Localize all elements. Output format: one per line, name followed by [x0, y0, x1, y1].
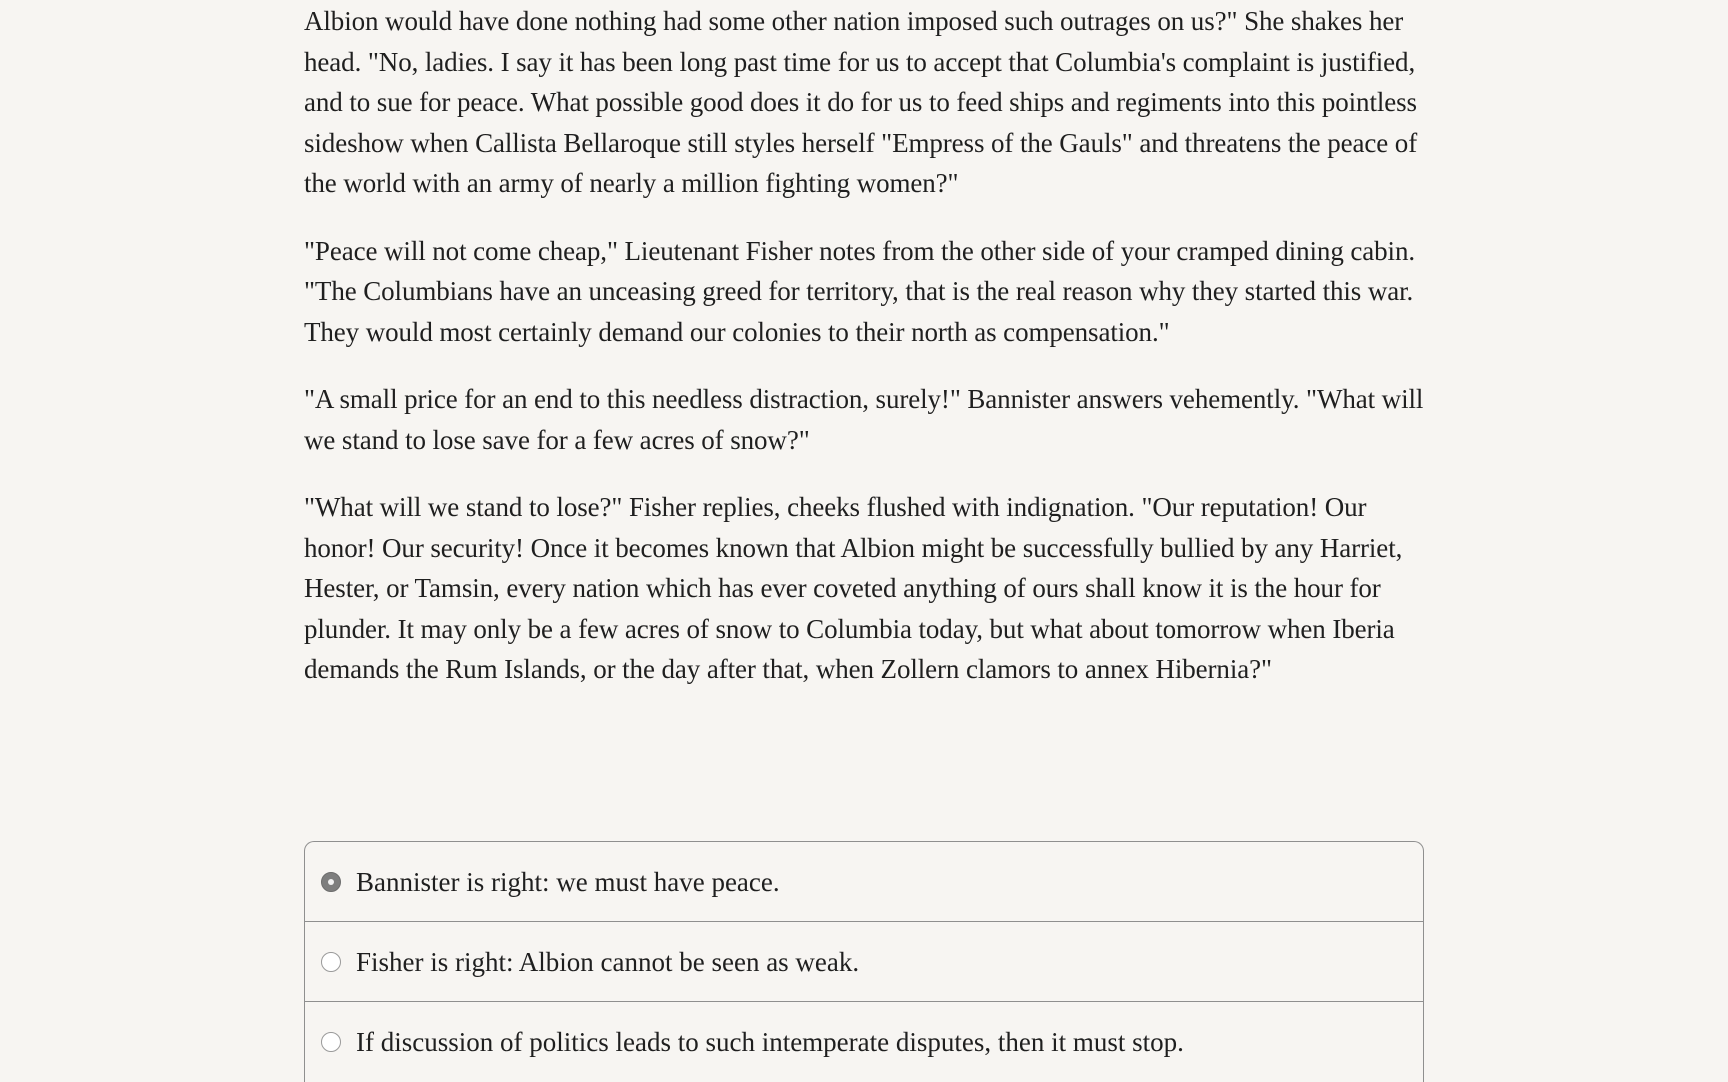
choice-option-fisher[interactable]: [305, 922, 1423, 1002]
story-paragraph: "What will we stand to lose?" Fisher replies, cheeks flushed with indignation. "Our reputation! Our honor! Our security! Once it becomes known that Albion might be successfully bullied by any Harriet, Hester, or Tamsin, every nation which has ever coveted anything of ours shall know it is the hour for plunder. It may only be a few acres of snow to Columbia today, but what about tomorrow when Iberia demands the Rum Islands, or the day after that, when Zollern clamors to annex Hibernia?": [304, 492, 1403, 684]
story-paragraph: "A small price for an end to this needless distraction, surely!" Bannister answers vehemently. "What will we stand to lose save for a few acres of snow?": [304, 384, 1424, 455]
story-paragraph: "Peace will not come cheap," Lieutenant Fisher notes from the other side of your cramped dining cabin. "The Columbians have an unceasing greed for territory, that is the real reason why they started this war. They would most certainly demand our colonies to their north as compensation.": [304, 235, 1415, 347]
radio-button[interactable]: [321, 1032, 341, 1052]
choice-option-stop-politics[interactable]: [305, 1002, 1423, 1082]
radio-button-selected[interactable]: [321, 872, 341, 892]
choice-label: Bannister is right: we must have peace.: [356, 866, 780, 897]
story-paragraph: Albion would have done nothing had some other nation imposed such outrages on us?" She shakes her head. "No, ladies. I say it has been long past time for us to accept that Columbia's complaint is justified, and to sue for peace. What possible good does it do for us to feed ships and regiments into this pointless sideshow when Callista Bellaroque still styles herself "Empress of the Gauls" and threatens the peace of the world with an army of nearly a million fighting women?": [304, 6, 1418, 198]
choice-list: [304, 841, 1424, 1082]
choice-label: If discussion of politics leads to such intemperate disputes, then it must stop.: [356, 1027, 1184, 1057]
radio-button[interactable]: [321, 952, 341, 972]
story-text: [304, 0, 1424, 717]
choice-option-bannister[interactable]: [305, 842, 1423, 922]
choice-label: Fisher is right: Albion cannot be seen as weak.: [356, 946, 860, 977]
